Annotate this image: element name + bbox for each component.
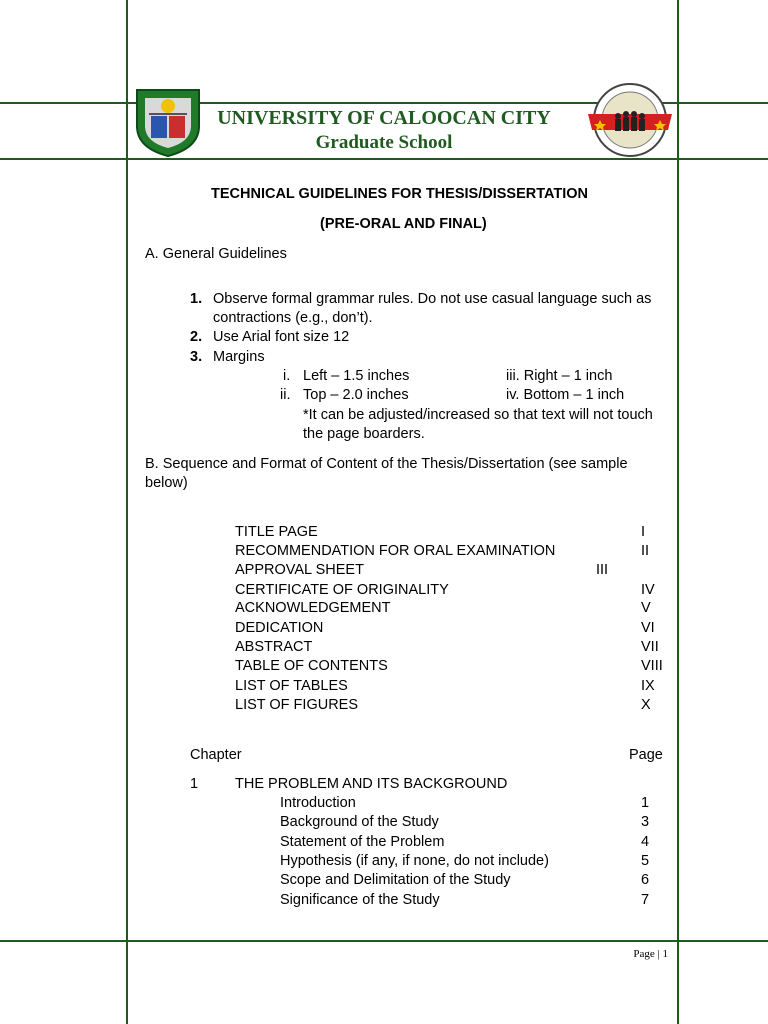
subsection-page: 7 bbox=[641, 892, 650, 908]
front-matter-title: DEDICATION bbox=[235, 620, 324, 636]
front-matter-page: VIII bbox=[641, 658, 663, 674]
subsection-title: Scope and Delimitation of the Study bbox=[280, 872, 511, 888]
subsection-page: 6 bbox=[641, 872, 650, 888]
front-matter-page: VII bbox=[641, 639, 659, 655]
subsection-page: 4 bbox=[641, 834, 650, 850]
front-matter-title: ACKNOWLEDGEMENT bbox=[235, 600, 391, 616]
item-number: 3. bbox=[190, 349, 203, 365]
margin-note: *It can be adjusted/increased so that text will not touch bbox=[303, 407, 653, 423]
front-matter-page: IV bbox=[641, 582, 655, 598]
margin-right-text: iii. Right – 1 inch bbox=[506, 368, 613, 384]
section-a-heading: A. General Guidelines bbox=[145, 246, 287, 262]
item-number: 1. bbox=[190, 291, 203, 307]
item-text: Margins bbox=[213, 349, 265, 365]
front-matter-title: RECOMMENDATION FOR ORAL EXAMINATION bbox=[235, 543, 556, 559]
item-number: 2. bbox=[190, 329, 203, 345]
page-column-header: Page bbox=[629, 747, 663, 763]
subsection-page: 5 bbox=[641, 853, 650, 869]
chapter-column-header: Chapter bbox=[190, 747, 242, 763]
chapter-title: THE PROBLEM AND ITS BACKGROUND bbox=[235, 776, 508, 792]
footer-line bbox=[0, 940, 768, 942]
front-matter-title: ABSTRACT bbox=[235, 639, 313, 655]
subsection-page: 1 bbox=[641, 795, 650, 811]
subsection-title: Significance of the Study bbox=[280, 892, 440, 908]
margin-left-text: Left – 1.5 inches bbox=[303, 368, 410, 384]
front-matter-page: II bbox=[641, 543, 650, 559]
margin-top-text: Top – 2.0 inches bbox=[303, 387, 409, 403]
front-matter-title: LIST OF TABLES bbox=[235, 678, 348, 694]
front-matter-page: III bbox=[596, 562, 609, 578]
front-matter-title: CERTIFICATE OF ORIGINALITY bbox=[235, 582, 449, 598]
margin-numeral: i. bbox=[283, 368, 291, 384]
front-matter-title: APPROVAL SHEET bbox=[235, 562, 364, 578]
item-text: Use Arial font size 12 bbox=[213, 329, 350, 345]
front-matter-title: TITLE PAGE bbox=[235, 524, 318, 540]
item-text: contractions (e.g., don’t). bbox=[213, 310, 373, 326]
margin-bottom-text: iv. Bottom – 1 inch bbox=[506, 387, 625, 403]
margin-numeral: ii. bbox=[280, 387, 291, 403]
front-matter-page: V bbox=[641, 600, 651, 616]
section-b-heading: B. Sequence and Format of Content of the Thesis/Dissertation (see sample bbox=[145, 456, 628, 472]
subsection-title: Introduction bbox=[280, 795, 356, 811]
subsection-page: 3 bbox=[641, 814, 650, 830]
school-name: Graduate School bbox=[315, 132, 453, 153]
page-number-footer: Page | 1 bbox=[633, 948, 668, 960]
front-matter-title: LIST OF FIGURES bbox=[235, 697, 359, 713]
item-text: Observe formal grammar rules. Do not use casual language such as bbox=[213, 291, 652, 307]
document-title: TECHNICAL GUIDELINES FOR THESIS/DISSERTATION bbox=[211, 186, 589, 202]
subsection-title: Hypothesis (if any, if none, do not include) bbox=[280, 853, 549, 869]
subsection-title: Background of the Study bbox=[280, 814, 439, 830]
margin-note: the page boarders. bbox=[303, 426, 425, 442]
front-matter-page: IX bbox=[641, 678, 655, 694]
front-matter-title: TABLE OF CONTENTS bbox=[235, 658, 388, 674]
university-name: UNIVERSITY OF CALOOCAN CITY bbox=[217, 107, 551, 129]
front-matter-page: X bbox=[641, 697, 651, 713]
document-subtitle: (PRE-ORAL AND FINAL) bbox=[320, 216, 487, 232]
front-matter-page: VI bbox=[641, 620, 655, 636]
subsection-title: Statement of the Problem bbox=[280, 834, 445, 850]
front-matter-page: I bbox=[641, 524, 646, 540]
section-b-heading: below) bbox=[145, 475, 188, 491]
chapter-number: 1 bbox=[190, 776, 199, 792]
